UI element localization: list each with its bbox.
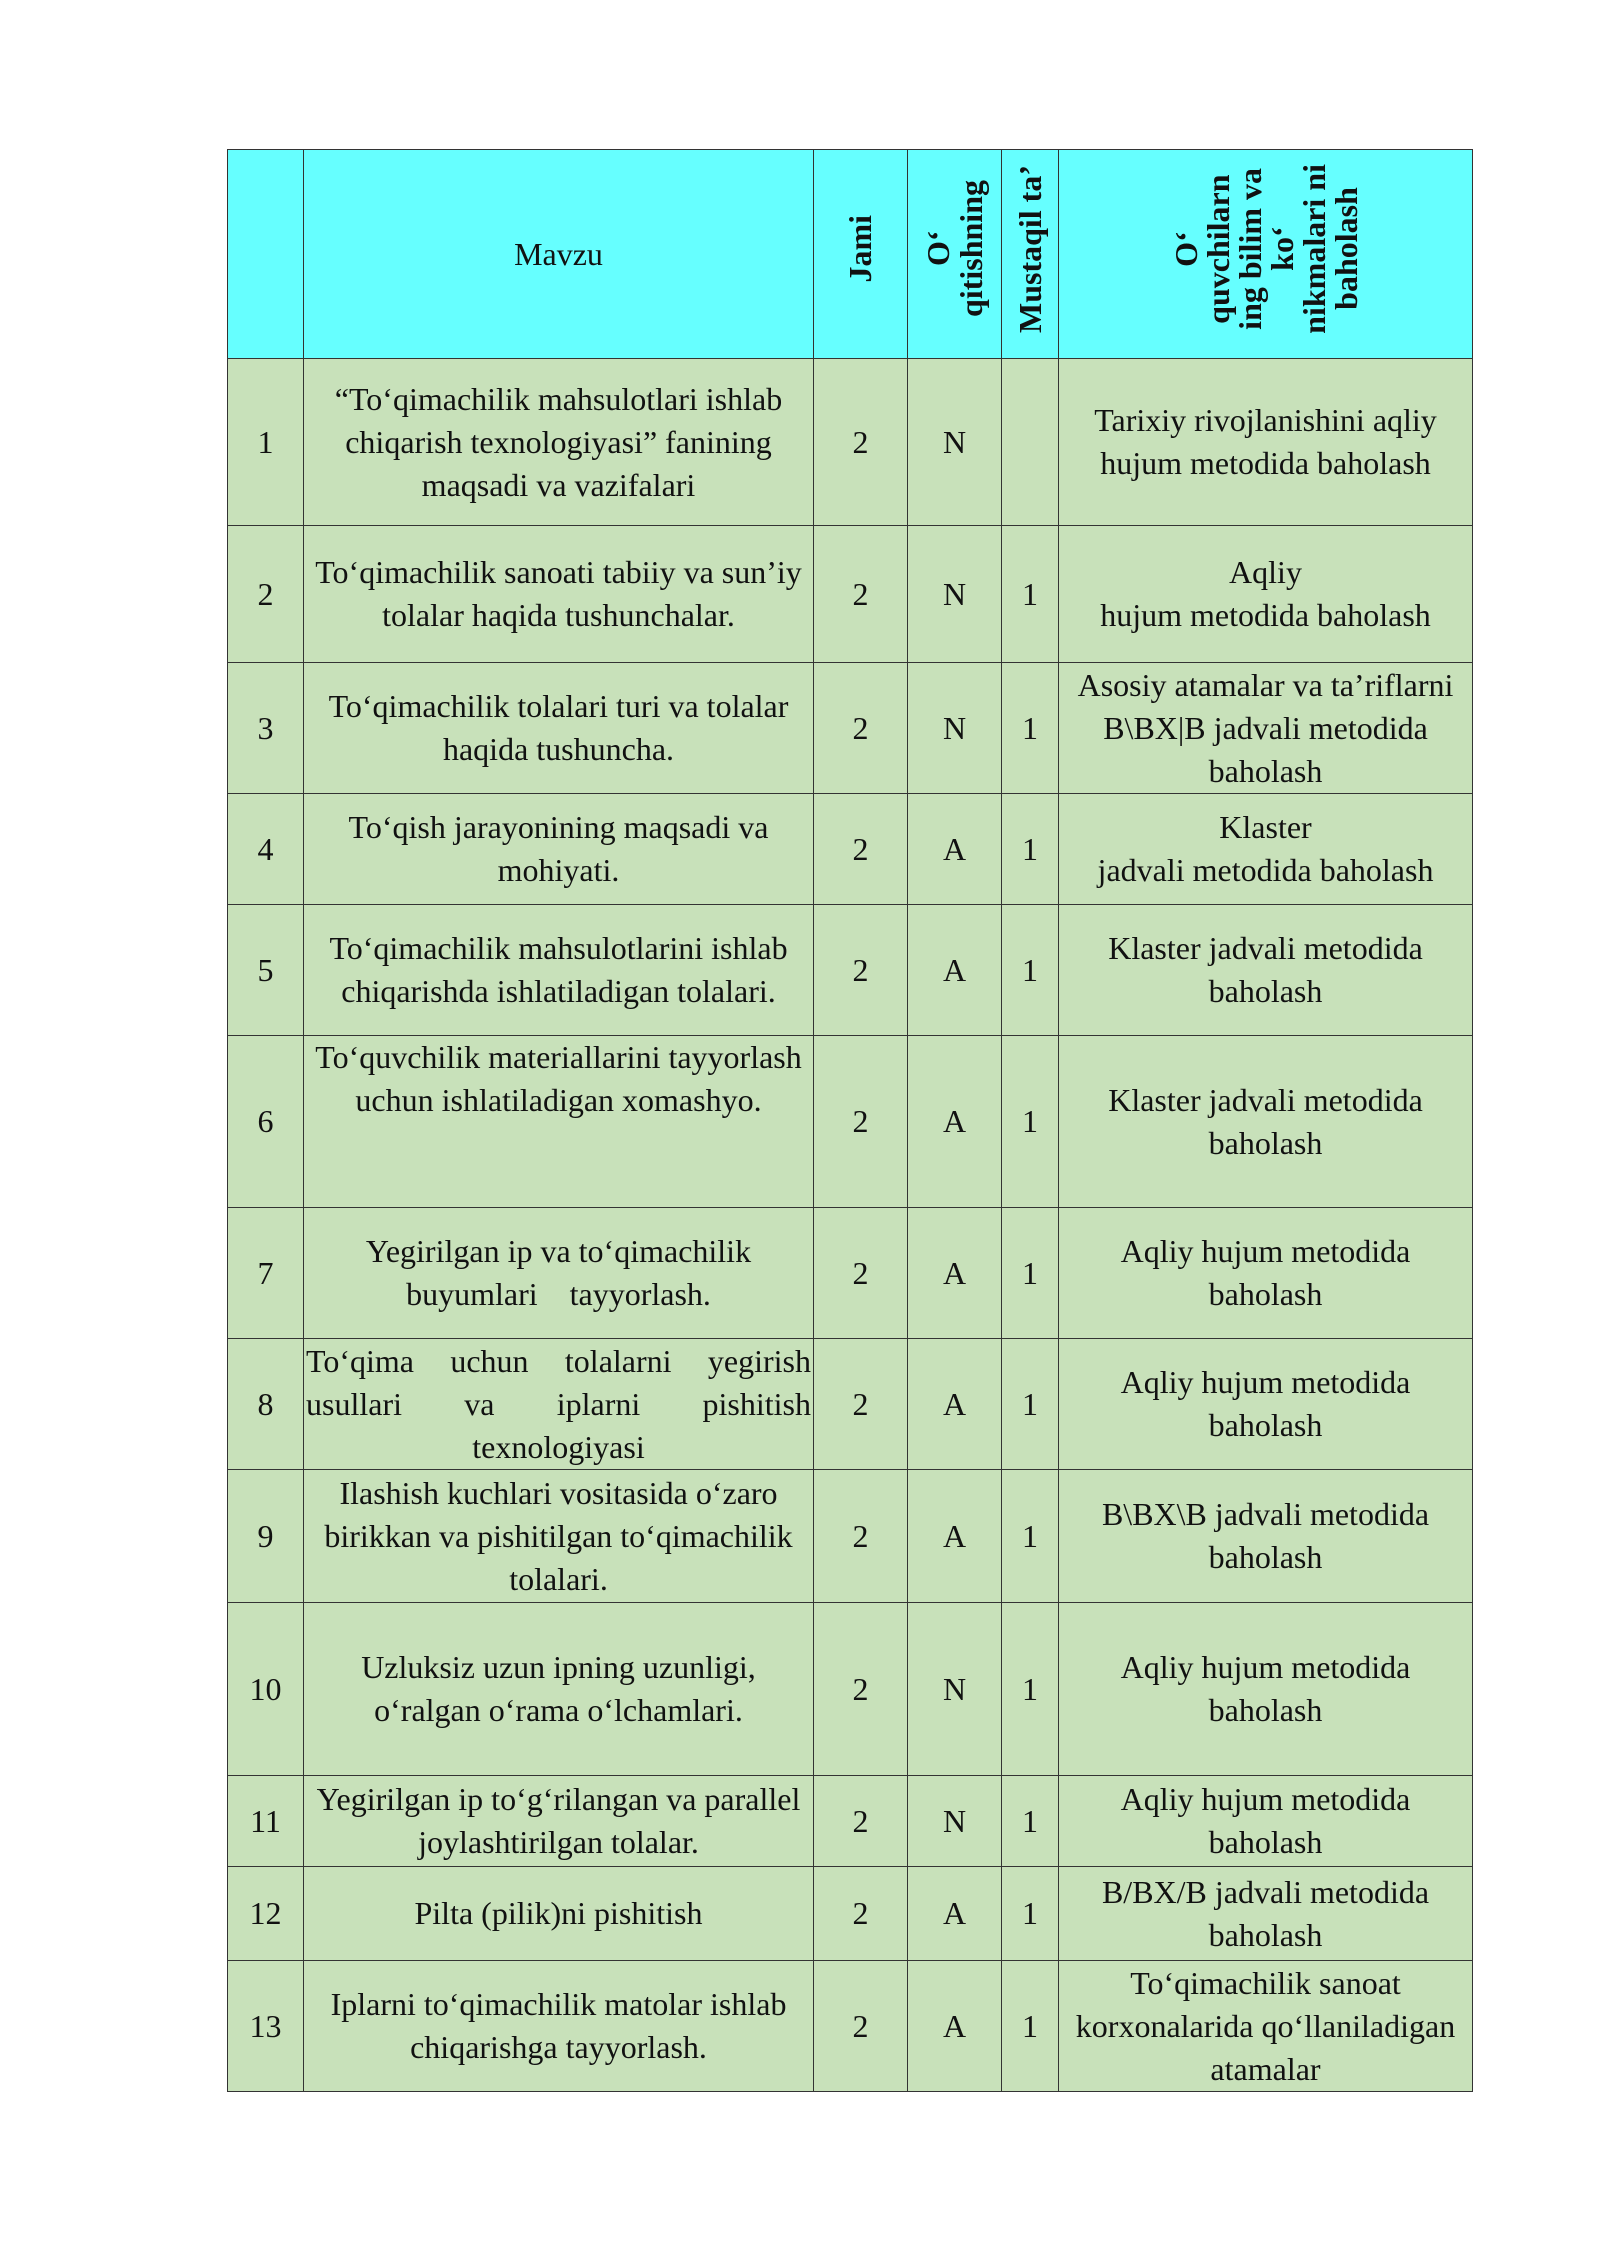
table-row bbox=[228, 1867, 1473, 1961]
row-topic: Pilta (pilik)ni pishitish bbox=[304, 1867, 814, 1961]
row-total: 2 bbox=[814, 1776, 908, 1867]
row-number: 1 bbox=[228, 359, 304, 526]
row-type: N bbox=[908, 663, 1002, 794]
row-number: 12 bbox=[228, 1867, 304, 1961]
row-total: 2 bbox=[814, 1867, 908, 1961]
row-number: 3 bbox=[228, 663, 304, 794]
table-row bbox=[228, 1208, 1473, 1339]
row-type: A bbox=[908, 1961, 1002, 2092]
row-independent: 1 bbox=[1002, 663, 1059, 794]
row-type: N bbox=[908, 1776, 1002, 1867]
table-row bbox=[228, 526, 1473, 663]
row-total: 2 bbox=[814, 794, 908, 905]
row-type: N bbox=[908, 359, 1002, 526]
header-teaching-type-label: O‘ qitishning bbox=[919, 180, 989, 317]
row-topic: Yegirilgan ip to‘g‘rilangan va parallel joylashtirilgan tolalar. bbox=[304, 1776, 814, 1867]
header-total bbox=[814, 150, 908, 359]
row-assessment: Aqliy hujum metodida baholash bbox=[1059, 526, 1473, 663]
row-independent: 1 bbox=[1002, 1036, 1059, 1208]
table-row bbox=[228, 663, 1473, 794]
row-total: 2 bbox=[814, 1208, 908, 1339]
row-topic: “To‘qimachilik mahsulotlari ishlab chiqarish texnologiyasi” fanining maqsadi va vazifalari bbox=[304, 359, 814, 526]
header-assessment bbox=[1059, 150, 1473, 359]
table-row bbox=[228, 1470, 1473, 1603]
row-total: 2 bbox=[814, 359, 908, 526]
table-row bbox=[228, 1603, 1473, 1776]
row-type: A bbox=[908, 1036, 1002, 1208]
row-independent: 1 bbox=[1002, 1470, 1059, 1603]
row-total: 2 bbox=[814, 1036, 908, 1208]
row-assessment: B/BX/B jadvali metodida baholash bbox=[1059, 1867, 1473, 1961]
row-assessment: Klaster jadvali metodida baholash bbox=[1059, 794, 1473, 905]
row-assessment: Asosiy atamalar va ta’riflarni B\BX|B jadvali metodida baholash bbox=[1059, 663, 1473, 794]
table-row bbox=[228, 359, 1473, 526]
row-assessment: To‘qimachilik sanoat korxonalarida qo‘llaniladigan atamalar bbox=[1059, 1961, 1473, 2092]
header-topic: Mavzu bbox=[304, 150, 814, 359]
table-body bbox=[228, 359, 1473, 2092]
row-topic: To‘qimachilik sanoati tabiiy va sun’iy tolalar haqida tushunchalar. bbox=[304, 526, 814, 663]
row-number: 13 bbox=[228, 1961, 304, 2092]
table-row bbox=[228, 1961, 1473, 2092]
row-total: 2 bbox=[814, 526, 908, 663]
header-independent bbox=[1002, 150, 1059, 359]
table-row bbox=[228, 794, 1473, 905]
row-independent: 1 bbox=[1002, 1208, 1059, 1339]
row-type: A bbox=[908, 1867, 1002, 1961]
row-topic: To‘qimachilik tolalari turi va tolalar haqida tushuncha. bbox=[304, 663, 814, 794]
row-topic: Ilashish kuchlari vositasida o‘zaro birikkan va pishitilgan to‘qimachilik tolalari. bbox=[304, 1470, 814, 1603]
row-assessment: Tarixiy rivojlanishini aqliy hujum metodida baholash bbox=[1059, 359, 1473, 526]
row-assessment: Klaster jadvali metodida baholash bbox=[1059, 1036, 1473, 1208]
row-assessment: Klaster jadvali metodida baholash bbox=[1059, 905, 1473, 1036]
header-teaching-type bbox=[908, 150, 1002, 359]
row-independent: 1 bbox=[1002, 794, 1059, 905]
row-type: A bbox=[908, 1208, 1002, 1339]
row-number: 8 bbox=[228, 1339, 304, 1470]
row-independent: 1 bbox=[1002, 1603, 1059, 1776]
header-assessment-label: O‘ quvchilarn ing bilim va ko‘ nikmalari ni baholash bbox=[1167, 163, 1364, 334]
row-independent: 1 bbox=[1002, 1961, 1059, 2092]
row-independent: 1 bbox=[1002, 526, 1059, 663]
row-number: 2 bbox=[228, 526, 304, 663]
row-type: N bbox=[908, 526, 1002, 663]
header-total-label: Jami bbox=[842, 214, 878, 283]
row-number: 5 bbox=[228, 905, 304, 1036]
table-row bbox=[228, 905, 1473, 1036]
row-type: A bbox=[908, 794, 1002, 905]
row-assessment: Aqliy hujum metodida baholash bbox=[1059, 1776, 1473, 1867]
row-topic: To‘quvchilik materiallarini tayyorlash uchun ishlatiladigan xomashyo. bbox=[304, 1036, 814, 1208]
row-independent: 1 bbox=[1002, 1339, 1059, 1470]
table-row bbox=[228, 1339, 1473, 1470]
table-row bbox=[228, 1776, 1473, 1867]
row-topic: To‘qima uchun tolalarni yegirish usullari va iplarni pishitish texnologiyasi bbox=[304, 1339, 814, 1470]
row-topic: Yegirilgan ip va to‘qimachilik buyumlari tayyorlash. bbox=[304, 1208, 814, 1339]
row-total: 2 bbox=[814, 1961, 908, 2092]
header-independent-label: Mustaqil ta’ bbox=[1011, 164, 1048, 333]
row-topic: To‘qimachilik mahsulotlarini ishlab chiqarishda ishlatiladigan tolalari. bbox=[304, 905, 814, 1036]
row-number: 10 bbox=[228, 1603, 304, 1776]
row-assessment: Aqliy hujum metodida baholash bbox=[1059, 1208, 1473, 1339]
row-independent bbox=[1002, 359, 1059, 526]
row-type: A bbox=[908, 905, 1002, 1036]
row-assessment: Aqliy hujum metodida baholash bbox=[1059, 1339, 1473, 1470]
row-total: 2 bbox=[814, 663, 908, 794]
row-total: 2 bbox=[814, 1470, 908, 1603]
row-total: 2 bbox=[814, 905, 908, 1036]
row-number: 4 bbox=[228, 794, 304, 905]
row-independent: 1 bbox=[1002, 1867, 1059, 1961]
header-row bbox=[228, 150, 1473, 359]
row-number: 9 bbox=[228, 1470, 304, 1603]
row-independent: 1 bbox=[1002, 905, 1059, 1036]
row-topic: To‘qish jarayonining maqsadi va mohiyati. bbox=[304, 794, 814, 905]
row-topic: Uzluksiz uzun ipning uzunligi, o‘ralgan o‘rama o‘lchamlari. bbox=[304, 1603, 814, 1776]
row-independent: 1 bbox=[1002, 1776, 1059, 1867]
syllabus-table bbox=[227, 149, 1473, 2092]
row-number: 7 bbox=[228, 1208, 304, 1339]
row-topic: Iplarni to‘qimachilik matolar ishlab chiqarishga tayyorlash. bbox=[304, 1961, 814, 2092]
table-row bbox=[228, 1036, 1473, 1208]
row-total: 2 bbox=[814, 1339, 908, 1470]
row-assessment: Aqliy hujum metodida baholash bbox=[1059, 1603, 1473, 1776]
row-number: 6 bbox=[228, 1036, 304, 1208]
header-number bbox=[228, 150, 304, 359]
row-type: A bbox=[908, 1339, 1002, 1470]
row-type: A bbox=[908, 1470, 1002, 1603]
row-assessment: B\BX\B jadvali metodida baholash bbox=[1059, 1470, 1473, 1603]
row-type: N bbox=[908, 1603, 1002, 1776]
row-number: 11 bbox=[228, 1776, 304, 1867]
row-total: 2 bbox=[814, 1603, 908, 1776]
